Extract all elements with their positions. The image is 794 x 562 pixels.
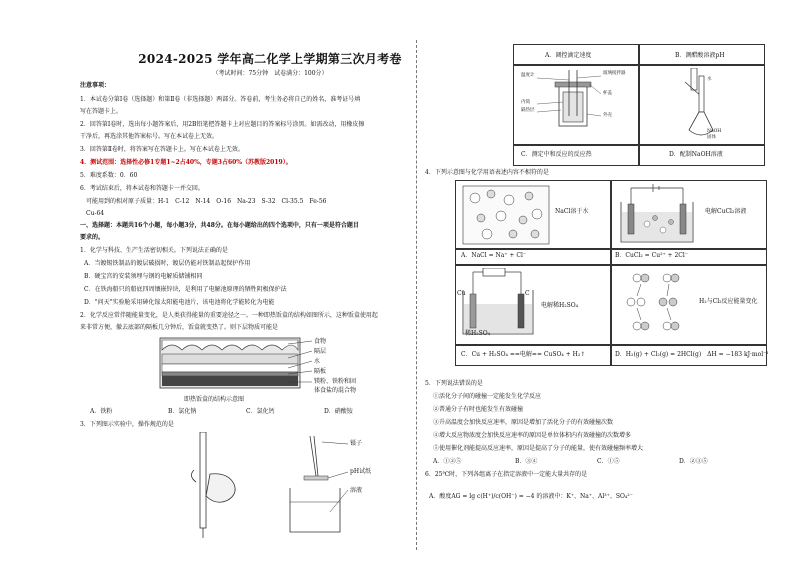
notes-heading: 注意事项：	[80, 82, 111, 89]
ph-test-diagram	[270, 432, 390, 542]
q4-a-label: NaCl溶于水	[555, 208, 589, 215]
atomic-masses: 可能用到的相对原子质量：H-1 C-12 N-14 O-16 Na-23 S-32 Cl-35.5 Fe-56	[86, 198, 327, 205]
q2-option-d: D．硝酸铵	[324, 408, 353, 415]
label-insulation: 隔热层	[521, 108, 535, 113]
q5-item-5: ⑤使用催化剂能提高反应速率，原因是提高了分子的能量，使有效碰撞频率增大	[433, 445, 644, 452]
label-water: 水	[314, 358, 321, 365]
q4-stem: 4．下列示意图与化学用语表述内容不相符的是	[425, 169, 549, 176]
q4-b-label: 电解CuCl₂溶液	[705, 208, 747, 215]
q4-c-label: 电解稀H₂SO₄	[541, 302, 579, 309]
q5-option-a: A．①②⑤	[433, 458, 462, 465]
q2-stem-2: 来非常方便，撤去底部的隔板几分钟后，饭盒就变热了。则下层物质可能是	[80, 324, 279, 331]
column-divider	[416, 40, 417, 550]
q1-option-b: B．硬宝宫的安装须埋与钢的电解质储铺相同	[84, 273, 203, 280]
q1-option-d: D．"问天"实验舱采用砷化镓太阳能电池片，该电池将化学能转化为电能	[84, 299, 275, 306]
burette-hand-diagram	[170, 432, 250, 542]
nacl-dissolving-diagram	[461, 184, 551, 246]
label-inner-tube: 内筒	[521, 100, 530, 105]
q5-item-3: ③升高温度会加快反应速率，原因是增加了活化分子的有效碰撞次数	[433, 419, 614, 426]
label-thermometer: 温度计	[521, 73, 535, 78]
table-option-b: B．测醋酸溶液pH	[675, 52, 725, 59]
test-scope: 4．测试范围：选择性必修1专题1~2占40%，专题3占60%（苏教版2019）。	[80, 159, 292, 166]
label-solution: 溶液	[350, 487, 363, 494]
note-line-3: 2．回答第Ⅰ卷时，选出每小题答案后，用2B铅笔把答题卡上对应题目的答案标号涂黑。如需改动，用橡皮擦	[80, 121, 365, 128]
section1-line2: 要求的。	[80, 234, 105, 241]
exam-end-note: 6．考试结束后，将本试卷和答题卡一并交回。	[80, 185, 204, 192]
q2-option-c: C．氯化钙	[246, 408, 275, 415]
q4-c-carbon: C	[525, 290, 530, 297]
q1-option-c: C．在铁海船只的船底四周镶嵌锌块，是利用了电解池原理的牺牲阴极保护法	[84, 286, 287, 293]
label-mixture-2: 体食盐的混合物	[314, 387, 357, 394]
label-shell: 外壳	[603, 113, 612, 118]
label-board: 隔板	[314, 368, 327, 375]
label-solid: 固体	[707, 135, 716, 140]
table-option-c: C．测定中和反应的反应热	[521, 151, 592, 158]
q6-stem: 6．25℃时，下列各组离子在指定溶液中一定能大量共存的是	[425, 471, 588, 478]
q2-stem-1: 2．化学反应常伴随能量变化，是人类获得能量的重要途径之一。一种即热饭盒的结构如图所示，这种饭盒使用起	[80, 312, 378, 319]
q5-option-c: C．①⑤	[597, 458, 620, 465]
label-mixture-1: 镁粉、铁粉和固	[314, 378, 357, 385]
q5-item-1: ①活化分子间的碰撞一定能发生化学反应	[433, 393, 542, 400]
lunchbox-caption: 即热饭盒的结构示意图	[184, 396, 245, 403]
label-layer: 隔层	[314, 348, 327, 355]
label-ph-paper: pH试纸	[350, 468, 372, 475]
label-water-d: 水	[707, 77, 712, 82]
difficulty: 5．难度系数：0．60	[80, 172, 138, 179]
volumetric-flask-diagram	[665, 68, 745, 142]
q4-d-label: H₂与Cl₂反应能量变化	[699, 298, 758, 305]
table-option-d: D．配制NaOH溶液	[669, 151, 723, 158]
label-stirrer: 玻璃搅拌器	[603, 71, 626, 76]
q1-stem: 1．化学与科技、生产生活密切相关。下列说法正确的是	[80, 247, 228, 254]
label-lid: 杯盖	[603, 91, 612, 96]
page-title: 2024-2025 学年高二化学上学期第三次月考卷	[138, 52, 402, 66]
note-line-2: 写在答题卡上。	[80, 108, 123, 115]
q4-b-equation: B．CuCl₂ = Cu²⁺ + 2Cl⁻	[615, 252, 688, 259]
calorimeter-diagram	[525, 68, 625, 142]
section1-line1: 一、选择题：本题共16个小题，每小题3分，共48分。在每小题给出的四个选项中，只有一项是符合题目	[80, 222, 359, 229]
q4-c-acid: 稀H₂SO₄	[465, 330, 491, 337]
q5-item-2: ②普通分子有时也能发生有效碰撞	[433, 406, 524, 413]
note-line-4: 干净后，再选涂其他答案标号。写在本试卷上无效。	[80, 133, 219, 140]
atomic-masses-cont: Cu-64	[86, 210, 105, 217]
note-line-1: 1．本试卷分第Ⅰ卷（选择题）和第Ⅱ卷（非选择题）两部分。答卷前，考生务必将自己的姓名、准考证号填	[80, 96, 361, 103]
q4-d-equation: D．H₂(g) + Cl₂(g) = 2HCl(g) ΔH = −183 kJ·mol⁻¹	[615, 351, 769, 358]
label-naoh: NaOH	[707, 129, 722, 134]
q3-stem: 3．下列图示实验中，操作规范的是	[80, 421, 174, 428]
label-tweezers: 镊子	[350, 440, 363, 447]
cucl2-electrolysis-diagram	[617, 184, 697, 246]
q1-option-a: A．当镀锡铁制品的镀层破损时，镀层仍能对铁制品起保护作用	[84, 260, 251, 267]
q5-stem: 5．下列说法错误的是	[425, 380, 483, 387]
q6-option-a: A．酸度AG = lg c(H⁺)/c(OH⁻) = −4 的溶液中：K⁺、Na⁺、Al³⁺、SO₄²⁻	[429, 493, 633, 500]
q5-item-4: ④增大反应物浓度会加快反应速率的原因是单位体积内有效碰撞的次数增多	[433, 432, 632, 439]
q4-a-equation: A．NaCl = Na⁺ + Cl⁻	[461, 252, 527, 259]
q4-c-equation: C．Cu + H₂SO₄ ==电解== CuSO₄ + H₂↑	[461, 351, 586, 358]
note-line-5: 3．回答第Ⅱ卷时，将答案写在答题卡上。写在本试卷上无效。	[80, 146, 244, 153]
label-food: 食物	[314, 338, 327, 345]
q5-option-b: B．③④	[515, 458, 538, 465]
q2-option-a: A．铁粉	[90, 408, 113, 415]
q2-option-b: B．氯化钠	[168, 408, 197, 415]
q5-option-d: D．②③⑤	[679, 458, 708, 465]
q4-c-cu: Cu	[457, 290, 466, 297]
energy-change-diagram	[617, 268, 693, 340]
page-subtitle: （考试时间：75分钟 试卷满分：100分）	[212, 70, 328, 77]
table-option-a: A．调控滴定速度	[545, 52, 592, 59]
